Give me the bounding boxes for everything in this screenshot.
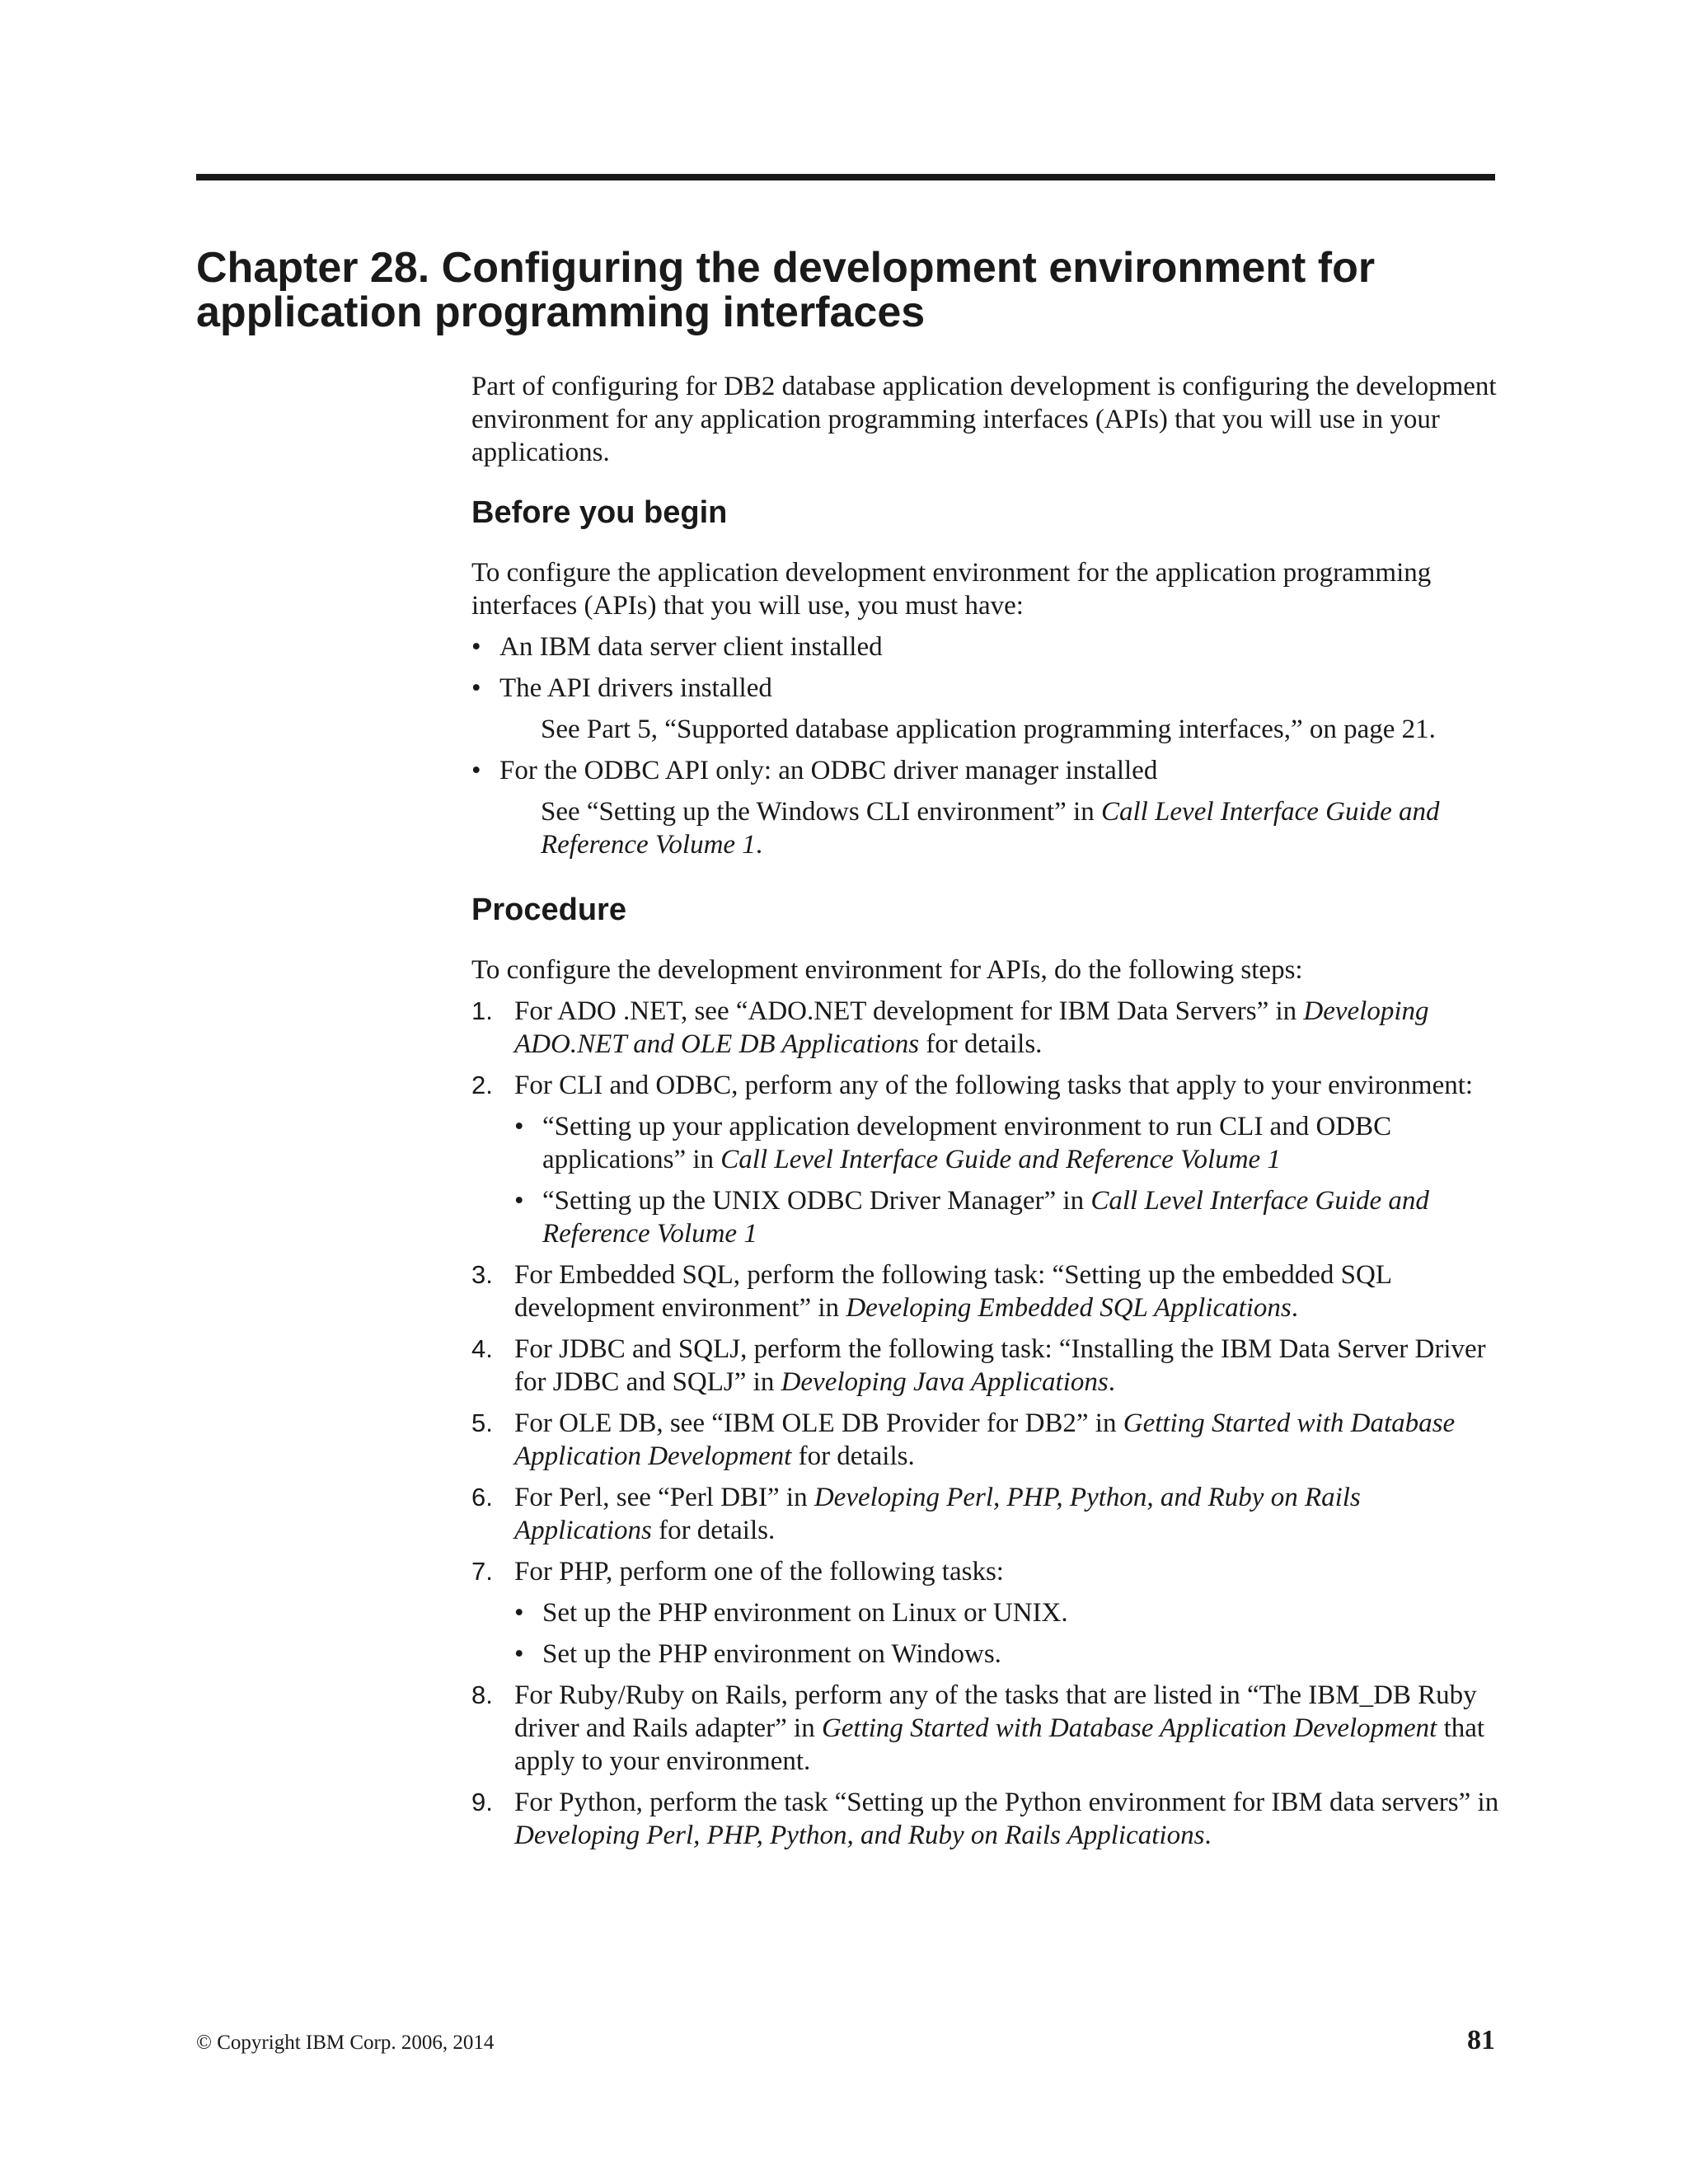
bullet-marker: •: [514, 1639, 524, 1669]
book-title: Developing Perl, PHP, Python, and Ruby on Rails Applications: [514, 1483, 1361, 1545]
procedure-heading: Procedure: [471, 893, 626, 927]
prerequisite-text: The API drivers installed: [499, 673, 772, 703]
procedure-step: [471, 1258, 1502, 1324]
step-text: For JDBC and SQLJ, perform the following task: “Installing the IBM Data Server Driver for JDBC and SQLJ” in: [514, 1334, 1486, 1397]
prerequisite-item: [471, 754, 1502, 787]
book-title: Developing Perl, PHP, Python, and Ruby on Rails Applications: [514, 1821, 1205, 1850]
prerequisite-text: An IBM data server client installed: [499, 632, 883, 662]
book-title: Call Level Interface Guide and Reference Volume 1: [720, 1145, 1281, 1174]
step-text: .: [1108, 1367, 1115, 1397]
step-text: For CLI and ODBC, perform any of the following tasks that apply to your environment:: [514, 1071, 1474, 1100]
book-title: Call Level Interface Guide and Reference Volume 1: [541, 797, 1440, 860]
sub-task-text: “Setting up the UNIX ODBC Driver Manager” in: [542, 1186, 1091, 1216]
procedure-step: [471, 1679, 1502, 1778]
prerequisite-item: [471, 672, 1502, 705]
prerequisite-item: [471, 630, 1502, 663]
step-number: 9.: [471, 1788, 493, 1816]
sub-task-text: “Setting up your application development environment to run CLI and ODBC applications” in: [542, 1112, 1392, 1174]
step-number: 8.: [471, 1680, 493, 1709]
copyright-notice: © Copyright IBM Corp. 2006, 2014: [196, 2032, 495, 2054]
procedure-lead: To configure the development environment for APIs, do the following steps:: [471, 955, 1303, 985]
step-text: For OLE DB, see “IBM OLE DB Provider for DB2” in: [514, 1408, 1123, 1438]
sub-task-text: Set up the PHP environment on Linux or UNIX.: [542, 1598, 1068, 1628]
step-number: 1.: [471, 996, 493, 1025]
step-text: for details.: [791, 1441, 915, 1471]
procedure-step: [471, 1481, 1502, 1547]
step-text: .: [1291, 1293, 1299, 1323]
step-number: 7.: [471, 1557, 493, 1586]
sub-task-item: [471, 1110, 1502, 1176]
prerequisites-lead: To configure the application development environment for the application programming interfaces (APIs) that you will use, you must have:: [471, 558, 1432, 621]
step-number: 4.: [471, 1334, 493, 1363]
chapter-title: [196, 246, 1515, 335]
procedure-step: [471, 995, 1502, 1061]
bullet-marker: •: [514, 1112, 524, 1141]
prerequisite-note: [471, 795, 1502, 861]
step-text: For ADO .NET, see “ADO.NET development for IBM Data Servers” in: [514, 996, 1304, 1026]
procedure-step: [471, 1555, 1502, 1588]
step-text: For Embedded SQL, perform the following task: “Setting up the embedded SQL development environment” in: [514, 1260, 1391, 1323]
bullet-marker: •: [514, 1598, 524, 1628]
step-number: 5.: [471, 1408, 493, 1437]
sub-task-item: [471, 1638, 1502, 1671]
step-text: for details.: [651, 1516, 776, 1545]
sub-task-text: Set up the PHP environment on Windows.: [542, 1639, 1001, 1669]
note-text: See “Setting up the Windows CLI environment” in: [541, 797, 1101, 827]
step-text: For PHP, perform one of the following tasks:: [514, 1557, 1004, 1586]
step-text: that apply to your environment.: [514, 1713, 1485, 1776]
before-you-begin-heading: Before you begin: [471, 495, 728, 530]
top-rule: [196, 174, 1495, 180]
step-number: 3.: [471, 1260, 493, 1289]
intro-paragraph: Part of configuring for DB2 database application development is configuring the development environment for any application programming interfaces (APIs) that you will use in your applications.: [471, 372, 1497, 467]
book-title: Getting Started with Database Application Development: [514, 1408, 1456, 1471]
book-title: Getting Started with Database Application Development: [821, 1713, 1437, 1743]
sub-task-item: [471, 1596, 1502, 1629]
step-text: For Python, perform the task “Setting up the Python environment for IBM data servers” in: [514, 1788, 1499, 1817]
book-title: Developing Embedded SQL Applications: [846, 1293, 1292, 1323]
main-content: [471, 370, 1502, 1860]
step-text: for details.: [919, 1029, 1043, 1059]
note-text: .: [755, 830, 763, 860]
step-text: .: [1204, 1821, 1212, 1850]
procedure-step: [471, 1407, 1502, 1473]
book-title: Developing ADO.NET and OLE DB Applications: [514, 996, 1429, 1059]
bullet-marker: •: [514, 1186, 524, 1216]
procedure-step: [471, 1069, 1502, 1102]
procedure-step: [471, 1786, 1502, 1852]
bullet-marker: •: [471, 756, 481, 785]
procedure-step: [471, 1333, 1502, 1399]
book-title: Developing Java Applications: [781, 1367, 1109, 1397]
prerequisite-text: For the ODBC API only: an ODBC driver manager installed: [499, 756, 1158, 785]
sub-task-item: [471, 1184, 1502, 1250]
step-text: For Perl, see “Perl DBI” in: [514, 1483, 814, 1512]
step-text: For Ruby/Ruby on Rails, perform any of the tasks that are listed in “The IBM_DB Ruby driver and Rails adapter” in: [514, 1680, 1477, 1743]
step-number: 6.: [471, 1483, 493, 1511]
chapter-title-line-2: application programming interfaces: [196, 288, 926, 336]
chapter-title-line-1: Chapter 28. Configuring the development environment for: [196, 244, 1376, 292]
prerequisite-note: See Part 5, “Supported database application programming interfaces,” on page 21.: [541, 715, 1436, 744]
bullet-marker: •: [471, 632, 481, 662]
bullet-marker: •: [471, 673, 481, 703]
step-number: 2.: [471, 1071, 493, 1099]
page-number: 81: [1467, 2025, 1495, 2055]
book-title: Call Level Interface Guide and Reference Volume 1: [542, 1186, 1429, 1249]
